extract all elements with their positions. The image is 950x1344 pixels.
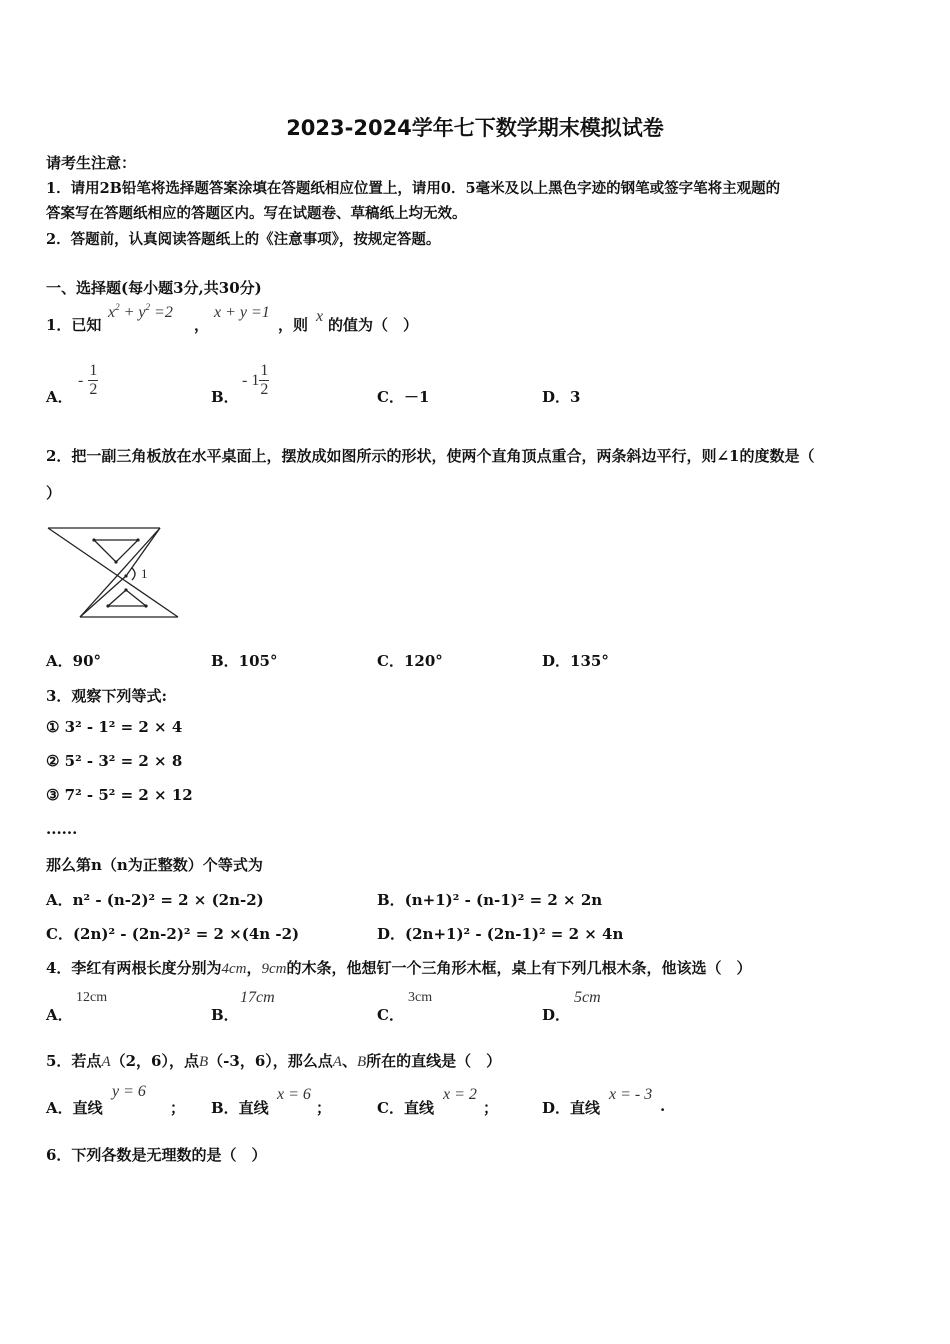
q1-var: x	[316, 308, 324, 325]
q5-option-a-end: ；	[170, 1099, 186, 1117]
q5-option-a-label[interactable]: A．直线	[46, 1099, 103, 1117]
question-5: 5．若点A（2，6），点B（-3，6），那么点A、B所在的直线是（ ）	[46, 1052, 502, 1070]
q1-option-c[interactable]: C．－1	[377, 388, 430, 406]
section-heading: 一、选择题(每小题3分,共30分)	[46, 279, 262, 297]
q3-option-a[interactable]: A．n² - (n-2)² = 2 × (2n-2)	[46, 891, 264, 909]
q4-option-b-value[interactable]: 17cm	[240, 989, 275, 1006]
q1-comma: ，	[194, 316, 210, 334]
q5-option-c-eq[interactable]: x = 2	[443, 1086, 477, 1103]
notice-line1: 1．请用2B铅笔将选择题答案涂填在答题纸相应位置上，请用0．5毫米及以上黑色字迹的钢笔或签字笔将主观题的	[46, 180, 781, 197]
question-2: 2．把一副三角板放在水平桌面上，摆放成如图所示的形状，使两个直角顶点重合，两条斜边平行，则∠1的度数是（	[46, 447, 815, 465]
q5-option-c-label[interactable]: C．直线	[377, 1099, 434, 1117]
q2-option-c[interactable]: C．120°	[377, 652, 443, 670]
q5-option-a-eq[interactable]: y = 6	[112, 1083, 146, 1100]
q3-ask: 那么第n（n为正整数）个等式为	[46, 856, 263, 874]
notice-heading: 请考生注意：	[46, 154, 137, 172]
q3-option-d[interactable]: D．(2n+1)² - (2n-1)² = 2 × 4n	[377, 925, 624, 943]
triangle-figure	[46, 522, 186, 626]
q4-option-c-value[interactable]: 3cm	[408, 990, 433, 1005]
angle-label: 1	[141, 566, 148, 581]
question-4: 4．李红有两根长度分别为4cm，9cm的木条，他想钉一个三角形木框，桌上有下列几根木条，他该选（ ）	[46, 959, 752, 977]
notice-line2: 2．答题前，认真阅读答题纸上的《注意事项》，按规定答题。	[46, 231, 441, 248]
q5-option-b-end: ；	[316, 1099, 332, 1117]
question-1	[46, 314, 101, 335]
q1-prefix: 1．已知	[46, 316, 102, 334]
notice-line1b: 答案写在答题纸相应的答题区内。写在试题卷、草稿纸上均无效。	[46, 205, 467, 222]
question-6: 6．下列各数是无理数的是（ ）	[46, 1146, 267, 1164]
q1-option-d[interactable]: D．3	[542, 388, 581, 406]
q3-eq-3: ③ 7² - 5² = 2 × 12	[46, 786, 193, 804]
q4-option-d-label[interactable]: D．	[542, 1006, 571, 1024]
q4-option-d-value[interactable]: 5cm	[574, 989, 601, 1006]
q5-option-d-label[interactable]: D．直线	[542, 1099, 601, 1117]
q3-dots: ......	[46, 820, 78, 838]
q5-option-d-end: .	[660, 1097, 666, 1115]
q3-eq-2: ② 5² - 3² = 2 × 8	[46, 752, 183, 770]
q5-option-c-end: ；	[483, 1099, 499, 1117]
q2-option-a[interactable]: A．90°	[46, 652, 102, 670]
q2-option-d[interactable]: D．135°	[542, 652, 609, 670]
q1-eq1: $x^2 + y^2 =2$	[108, 302, 173, 321]
q4-option-c-label[interactable]: C．	[377, 1006, 404, 1024]
q4-option-a-value[interactable]: 12cm	[76, 990, 108, 1005]
q1-suffix: 的值为（ ）	[328, 316, 419, 334]
q5-option-d-eq[interactable]: x = - 3	[609, 1086, 653, 1103]
question-3: 3．观察下列等式:	[46, 687, 167, 705]
q5-option-b-eq[interactable]: x = 6	[277, 1086, 311, 1103]
q2-option-b[interactable]: B．105°	[211, 652, 278, 670]
q1-option-b-label[interactable]: B．	[211, 388, 239, 406]
q1-option-b-value[interactable]: - 1 $\frac{1}{2}$	[242, 362, 269, 398]
q4-option-a-label[interactable]: A．	[46, 1006, 73, 1024]
q1-mid: ，则	[278, 316, 309, 334]
q4-option-b-label[interactable]: B．	[211, 1006, 239, 1024]
question-2-cont: ）	[46, 484, 62, 502]
q1-option-a-value[interactable]: - $\frac{1}{2}$	[78, 362, 98, 398]
q3-option-b[interactable]: B．(n+1)² - (n-1)² = 2 × 2n	[377, 891, 603, 909]
q5-option-b-label[interactable]: B．直线	[211, 1099, 269, 1117]
q1-option-a-label[interactable]: A．	[46, 388, 73, 406]
q1-eq2: x + y =1	[214, 304, 270, 321]
q3-eq-1: ① 3² - 1² = 2 × 4	[46, 718, 183, 736]
page-title: 2023-2024学年七下数学期末模拟试卷	[286, 116, 664, 140]
q3-option-c[interactable]: C．(2n)² - (2n-2)² = 2 ×(4n -2)	[46, 925, 300, 943]
